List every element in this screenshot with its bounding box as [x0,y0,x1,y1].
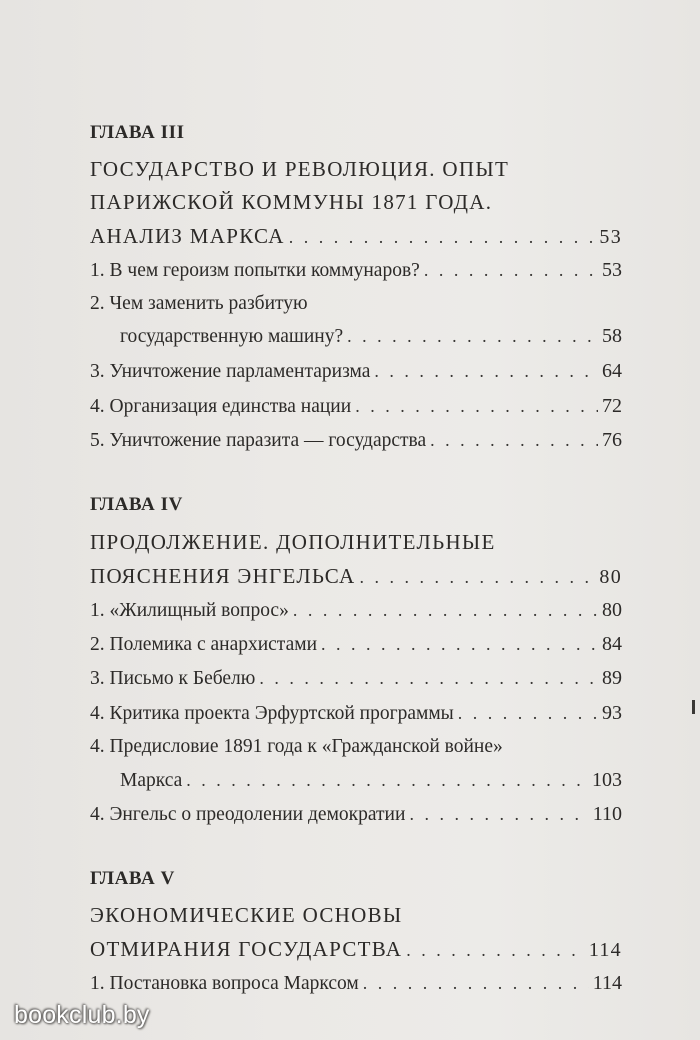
dot-leader [430,428,598,452]
toc-entry[interactable] [90,598,622,623]
chapter-5-title-line-1 [90,903,622,927]
entry-text: 4. Критика проекта Эрфуртской программы [90,703,454,724]
chapter-3-title-entry[interactable] [90,224,622,249]
toc-entry[interactable] [90,802,622,827]
chapter-title-text: ОТМИРАНИЯ ГОСУДАРСТВА [90,937,403,961]
entry-text: 1. «Жилищный вопрос» [90,600,289,621]
dot-leader [409,802,588,826]
entry-text: 4. Энгельс о преодолении демократии [90,804,406,825]
toc-entry[interactable] [90,428,622,453]
page-number: 80 [602,599,622,621]
page-number: 72 [602,395,622,417]
chapter-title-text: ПАРИЖСКОЙ КОММУНЫ 1871 ГОДА. [90,190,493,214]
toc-entry-line-2[interactable] [90,324,622,349]
chapter-3-title-line-1 [90,157,622,181]
dot-leader [363,971,589,995]
dot-leader [355,394,598,418]
page-number: 114 [588,939,622,961]
chapter-label-text: ГЛАВА V [90,868,175,889]
chapter-4-title-line-1 [90,530,622,554]
entry-text: Маркса [120,770,183,791]
entry-text: 2. Чем заменить разбитую [90,293,308,314]
toc-entry[interactable] [90,666,622,691]
chapter-3-label [90,121,622,145]
page-number: 103 [592,769,622,791]
page-number: 64 [602,360,622,382]
chapter-label-text: ГЛАВА III [90,122,185,143]
chapter-4-title-entry[interactable] [90,564,622,589]
dot-leader [347,324,598,348]
entry-text: 4. Организация единства нации [90,396,352,417]
toc-entry[interactable] [90,258,622,283]
dot-leader [186,768,588,792]
dot-leader [374,359,598,383]
dot-leader [321,632,598,656]
page-number: 53 [602,259,622,281]
entry-text: 3. Письмо к Бебелю [90,668,256,689]
page-number: 110 [592,803,622,825]
dot-leader [289,225,596,249]
toc-entry[interactable] [90,394,622,419]
toc-entry[interactable] [90,632,622,657]
chapter-title-text: АНАЛИЗ МАРКСА [90,224,285,248]
dot-leader [424,258,598,282]
entry-text: 1. Постановка вопроса Марксом [90,973,359,994]
page-number: 76 [602,429,622,451]
toc-entry-line-2[interactable] [90,768,622,793]
chapter-5-label [90,867,622,891]
chapter-title-text: ПРОДОЛЖЕНИЕ. ДОПОЛНИТЕЛЬНЫЕ [90,530,496,554]
page-number: 80 [599,566,622,588]
chapter-title-text: ПОЯСНЕНИЯ ЭНГЕЛЬСА [90,564,356,588]
entry-text: государственную машину? [120,326,344,347]
toc-entry[interactable] [90,359,622,384]
chapter-title-text: ЭКОНОМИЧЕСКИЕ ОСНОВЫ [90,903,403,927]
page-edge-mark [692,700,695,714]
page-number: 58 [602,325,622,347]
page-number: 84 [602,633,622,655]
entry-text: 1. В чем героизм попытки коммунаров? [90,260,420,281]
chapter-label-text: ГЛАВА IV [90,494,183,515]
page-number: 93 [602,702,622,724]
dot-leader [406,938,585,962]
page-number: 89 [602,667,622,689]
dot-leader [359,565,595,589]
page-number: 114 [592,972,622,994]
dot-leader [458,701,598,725]
toc-entry[interactable] [90,971,622,996]
entry-text: 3. Уничтожение парламентаризма [90,361,371,382]
toc-entry[interactable] [90,701,622,726]
toc-entry-line-1[interactable] [90,292,622,316]
entry-text: 2. Полемика с анархистами [90,634,318,655]
page-number: 53 [599,226,622,248]
dot-leader [293,598,598,622]
chapter-3-title-line-2 [90,190,622,214]
entry-text: 4. Предисловие 1891 года к «Гражданской войне» [90,736,503,757]
dot-leader [259,666,598,690]
entry-text: 5. Уничтожение паразита — государства [90,430,427,451]
chapter-4-label [90,493,622,517]
chapter-5-title-entry[interactable] [90,937,622,962]
watermark: bookclub.by [14,1001,150,1029]
toc-entry-line-1[interactable] [90,735,622,759]
chapter-title-text: ГОСУДАРСТВО И РЕВОЛЮЦИЯ. ОПЫТ [90,157,510,181]
